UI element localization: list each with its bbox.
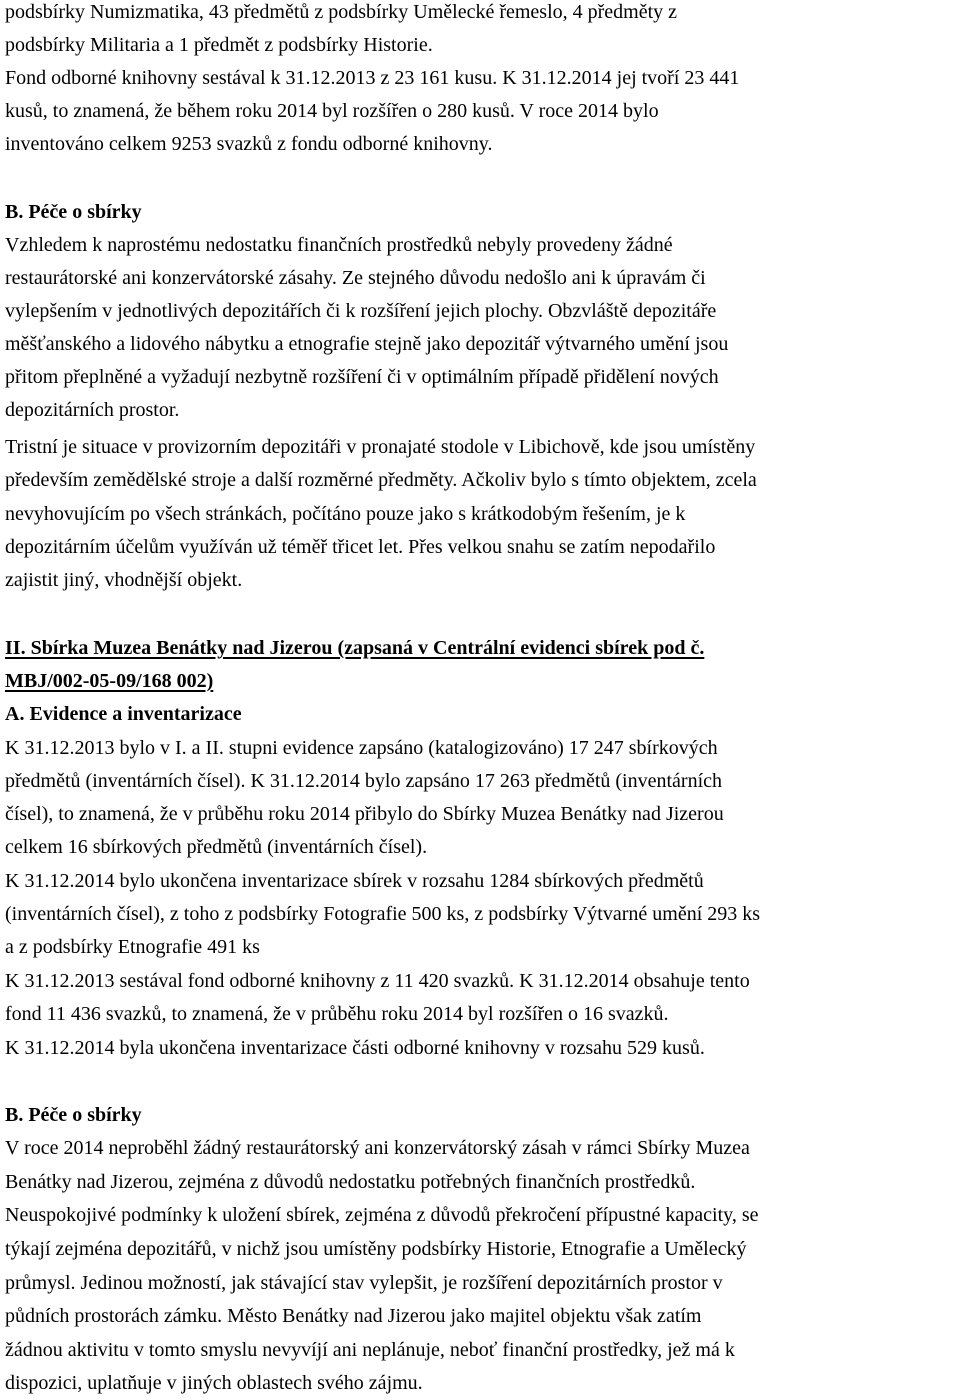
text-line: podsbírky Numizmatika, 43 předmětů z podsbírky Umělecké řemeslo, 4 předměty z xyxy=(5,1,678,23)
text-line: kusů, to znamená, že během roku 2014 byl rozšířen o 280 kusů. V roce 2014 bylo xyxy=(5,100,659,122)
text-line: Tristní je situace v provizorním depozitáři v pronajaté stodole v Libichově, kde jsou umístěny xyxy=(5,436,756,458)
text-line: Neuspokojivé podmínky k uložení sbírek, zejména z důvodů překročení přípustné kapacity, se xyxy=(5,1204,759,1226)
text-line: depozitárních prostor. xyxy=(5,399,180,421)
text-line: měšťanského a lidového nábytku a etnografie stejně jako depozitář výtvarného umění jsou xyxy=(5,333,729,355)
text-line: především zemědělské stroje a další rozměrné předměty. Ačkoliv bylo s tímto objektem, zcela xyxy=(5,469,757,491)
text-line: zajistit jiný, vhodnější objekt. xyxy=(5,569,243,591)
section-heading-care: B. Péče o sbírky xyxy=(5,201,142,223)
text-line: K 31.12.2013 bylo v I. a II. stupni evidence zapsáno (katalogizováno) 17 247 sbírkových xyxy=(5,737,718,759)
text-line: K 31.12.2014 byla ukončena inventarizace části odborné knihovny v rozsahu 529 kusů. xyxy=(5,1037,705,1059)
text-line: inventováno celkem 9253 svazků z fondu odborné knihovny. xyxy=(5,133,493,155)
text-line: K 31.12.2014 bylo ukončena inventarizace sbírek v rozsahu 1284 sbírkových předmětů xyxy=(5,870,704,892)
text-line: Vzhledem k naprostému nedostatku finančních prostředků nebyly provedeny žádné xyxy=(5,234,673,256)
text-line: předmětů (inventárních čísel). K 31.12.2014 bylo zapsáno 17 263 předmětů (inventárních xyxy=(5,770,723,792)
text-line: čísel), to znamená, že v průběhu roku 2014 přibylo do Sbírky Muzea Benátky nad Jizerou xyxy=(5,803,724,825)
text-line: nevyhovujícím po všech stránkách, počítáno pouze jako s krátkodobým řešením, je k xyxy=(5,503,686,525)
text-line: fond 11 436 svazků, to znamená, že v průběhu roku 2014 byl rozšířen o 16 svazků. xyxy=(5,1003,669,1025)
text-line: dispozici, uplatňuje v jiných oblastech svého zájmu. xyxy=(5,1372,423,1394)
section-heading-care: B. Péče o sbírky xyxy=(5,1104,142,1126)
text-line: depozitárním účelům využíván už téměř třicet let. Přes velkou snahu se zatím nepodařilo xyxy=(5,536,716,558)
text-line: týkají zejména depozitářů, v nichž jsou umístěny podsbírky Historie, Etnografie a Umělecký xyxy=(5,1238,747,1260)
text-line: žádnou aktivitu v tomto smyslu nevyvíjí ani neplánuje, neboť finanční prostředky, jež má k xyxy=(5,1339,735,1361)
text-line: přitom přeplněné a vyžadují nezbytně rozšíření či v optimálním případě přidělení nových xyxy=(5,366,719,388)
text-line: vylepšením v jednotlivých depozitářích či k rozšíření jejich plochy. Obzvláště depozitáře xyxy=(5,300,717,322)
text-line: půdních prostorách zámku. Město Benátky nad Jizerou jako majitel objektu však zatím xyxy=(5,1305,702,1327)
text-line: Benátky nad Jizerou, zejména z důvodů nedostatku potřebných finančních prostředků. xyxy=(5,1171,696,1193)
section-heading-collection: II. Sbírka Muzea Benátky nad Jizerou (zapsaná v Centrální evidenci sbírek pod č. xyxy=(5,637,705,659)
text-line: celkem 16 sbírkových předmětů (inventárních čísel). xyxy=(5,836,428,858)
text-line: K 31.12.2013 sestával fond odborné knihovny z 11 420 svazků. K 31.12.2014 obsahuje tento xyxy=(5,970,750,992)
subsection-heading-evidence: A. Evidence a inventarizace xyxy=(5,703,242,725)
text-line: průmysl. Jedinou možností, jak stávající stav vylepšit, je rozšíření depozitárních prostor v xyxy=(5,1272,723,1294)
text-line: podsbírky Militaria a 1 předmět z podsbírky Historie. xyxy=(5,34,433,56)
text-line: (inventárních čísel), z toho z podsbírky Fotografie 500 ks, z podsbírky Výtvarné umění 293 ks xyxy=(5,903,761,925)
text-line: restaurátorské ani konzervátorské zásahy. Ze stejného důvodu nedošlo ani k úpravám či xyxy=(5,267,706,289)
text-line: a z podsbírky Etnografie 491 ks xyxy=(5,936,260,958)
text-line: V roce 2014 neproběhl žádný restaurátorský ani konzervátorský zásah v rámci Sbírky Muzea xyxy=(5,1137,750,1159)
text-line: Fond odborné knihovny sestával k 31.12.2013 z 23 161 kusu. K 31.12.2014 jej tvoří 23 441 xyxy=(5,67,740,89)
section-heading-collection-code: MBJ/002-05-09/168 002) xyxy=(5,670,214,692)
